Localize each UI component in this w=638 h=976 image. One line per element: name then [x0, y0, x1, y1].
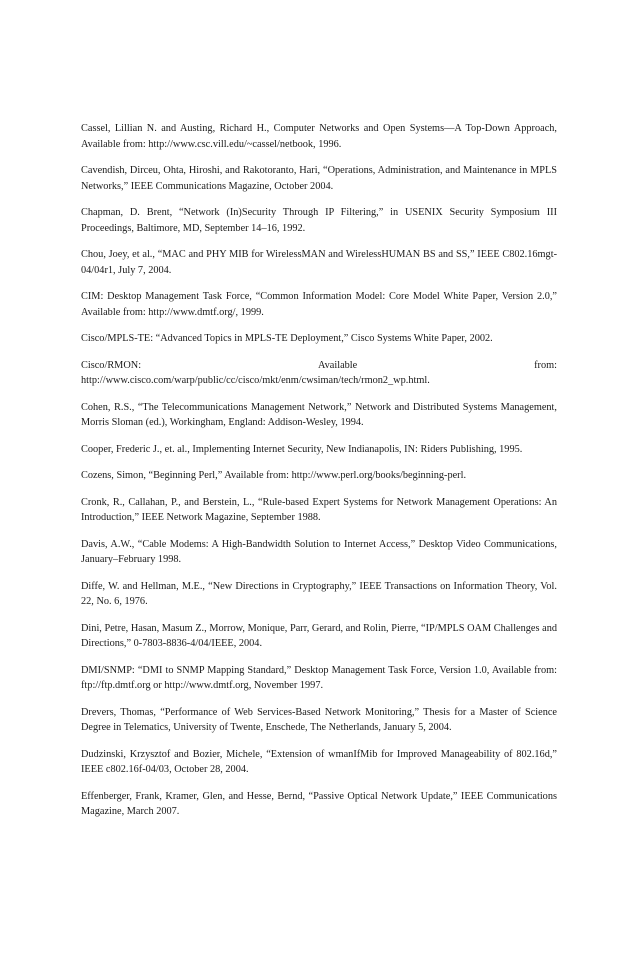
reference-entry: Dudzinski, Krzysztof and Bozier, Michele, “Extension of wmanIfMib for Improved Manageability of 802.16d,” IEEE c802.16f-04/03, October 28, 2004.: [81, 748, 557, 775]
reference-entry: Dini, Petre, Hasan, Masum Z., Morrow, Monique, Parr, Gerard, and Rolin, Pierre, “IP/MPLS OAM Challenges and Directions,” 0-7803-8836-4/04/IEEE, 2004.: [81, 622, 557, 649]
reference-entry: Cronk, R., Callahan, P., and Berstein, L., “Rule-based Expert Systems for Network Management Operations: An Introduction,” IEEE Network Magazine, September 1988.: [81, 496, 557, 523]
reference-entry: Cozens, Simon, “Beginning Perl,” Available from: http://www.perl.org/books/beginning-perl.: [81, 470, 467, 481]
reference-entry: DMI/SNMP: “DMI to SNMP Mapping Standard,” Desktop Management Task Force, Version 1.0, Available from: ftp://ftp.dmtf.org or http://www.dmtf.org, November 1997.: [81, 664, 557, 691]
reference-entry: Diffe, W. and Hellman, M.E., “New Directions in Cryptography,” IEEE Transactions on Information Theory, Vol. 22, No. 6, 1976.: [81, 580, 557, 607]
reference-entry: Cassel, Lillian N. and Austing, Richard H., Computer Networks and Open Systems—A Top-Down Approach, Available from: http://www.csc.vill.edu/~cassel/netbook, 1996.: [81, 123, 557, 150]
reference-entry: Cooper, Frederic J., et. al., Implementing Internet Security, New Indianapolis, IN: Riders Publishing, 1995.: [81, 443, 523, 455]
reference-entry: Effenberger, Frank, Kramer, Glen, and Hesse, Bernd, “Passive Optical Network Update,” IEEE Communications Magazine, March 2007.: [81, 790, 557, 817]
reference-from: from:: [534, 359, 557, 371]
reference-url: http://www.cisco.com/warp/public/cc/cisco/mkt/enm/cwsiman/tech/rmon2_wp.html.: [81, 375, 430, 386]
reference-source: Cisco/RMON:: [81, 359, 142, 371]
reference-available: Available: [317, 359, 358, 371]
reference-entry: Drevers, Thomas, “Performance of Web Services-Based Network Monitoring,” Thesis for a Master of Science Degree in Telematics, University of Twente, Enschede, The Netherlands, January 5, 2004.: [81, 706, 557, 733]
reference-entry: CIM: Desktop Management Task Force, “Common Information Model: Core Model White Paper, Version 2.0,” Available from: http://www.dmtf.org/, 1999.: [81, 291, 557, 318]
reference-entry: Cohen, R.S., “The Telecommunications Management Network,” Network and Distributed Systems Management, Morris Sloman (ed.), Workingham, England: Addison-Wesley, 1994.: [81, 401, 557, 428]
reference-split-row: [81, 358, 557, 374]
reference-list: [81, 121, 557, 831]
reference-entry-cisco-rmon: [81, 358, 557, 389]
reference-entry: Chapman, D. Brent, “Network (In)Security Through IP Filtering,” in USENIX Security Symposium III Proceedings, Baltimore, MD, September 14–16, 1992.: [81, 207, 557, 234]
reference-entry: Cisco/MPLS-TE: “Advanced Topics in MPLS-TE Deployment,” Cisco Systems White Paper, 2002.: [81, 333, 493, 344]
reference-entry: Chou, Joey, et al., “MAC and PHY MIB for WirelessMAN and WirelessHUMAN BS and SS,” IEEE C802.16mgt-04/04r1, July 7, 2004.: [81, 249, 557, 276]
reference-entry: Davis, A.W., “Cable Modems: A High-Bandwidth Solution to Internet Access,” Desktop Video Communications, January–February 1998.: [81, 538, 557, 565]
reference-entry: Cavendish, Dirceu, Ohta, Hiroshi, and Rakotoranto, Hari, “Operations, Administration, and Maintenance in MPLS Networks,” IEEE Communications Magazine, October 2004.: [81, 165, 557, 192]
